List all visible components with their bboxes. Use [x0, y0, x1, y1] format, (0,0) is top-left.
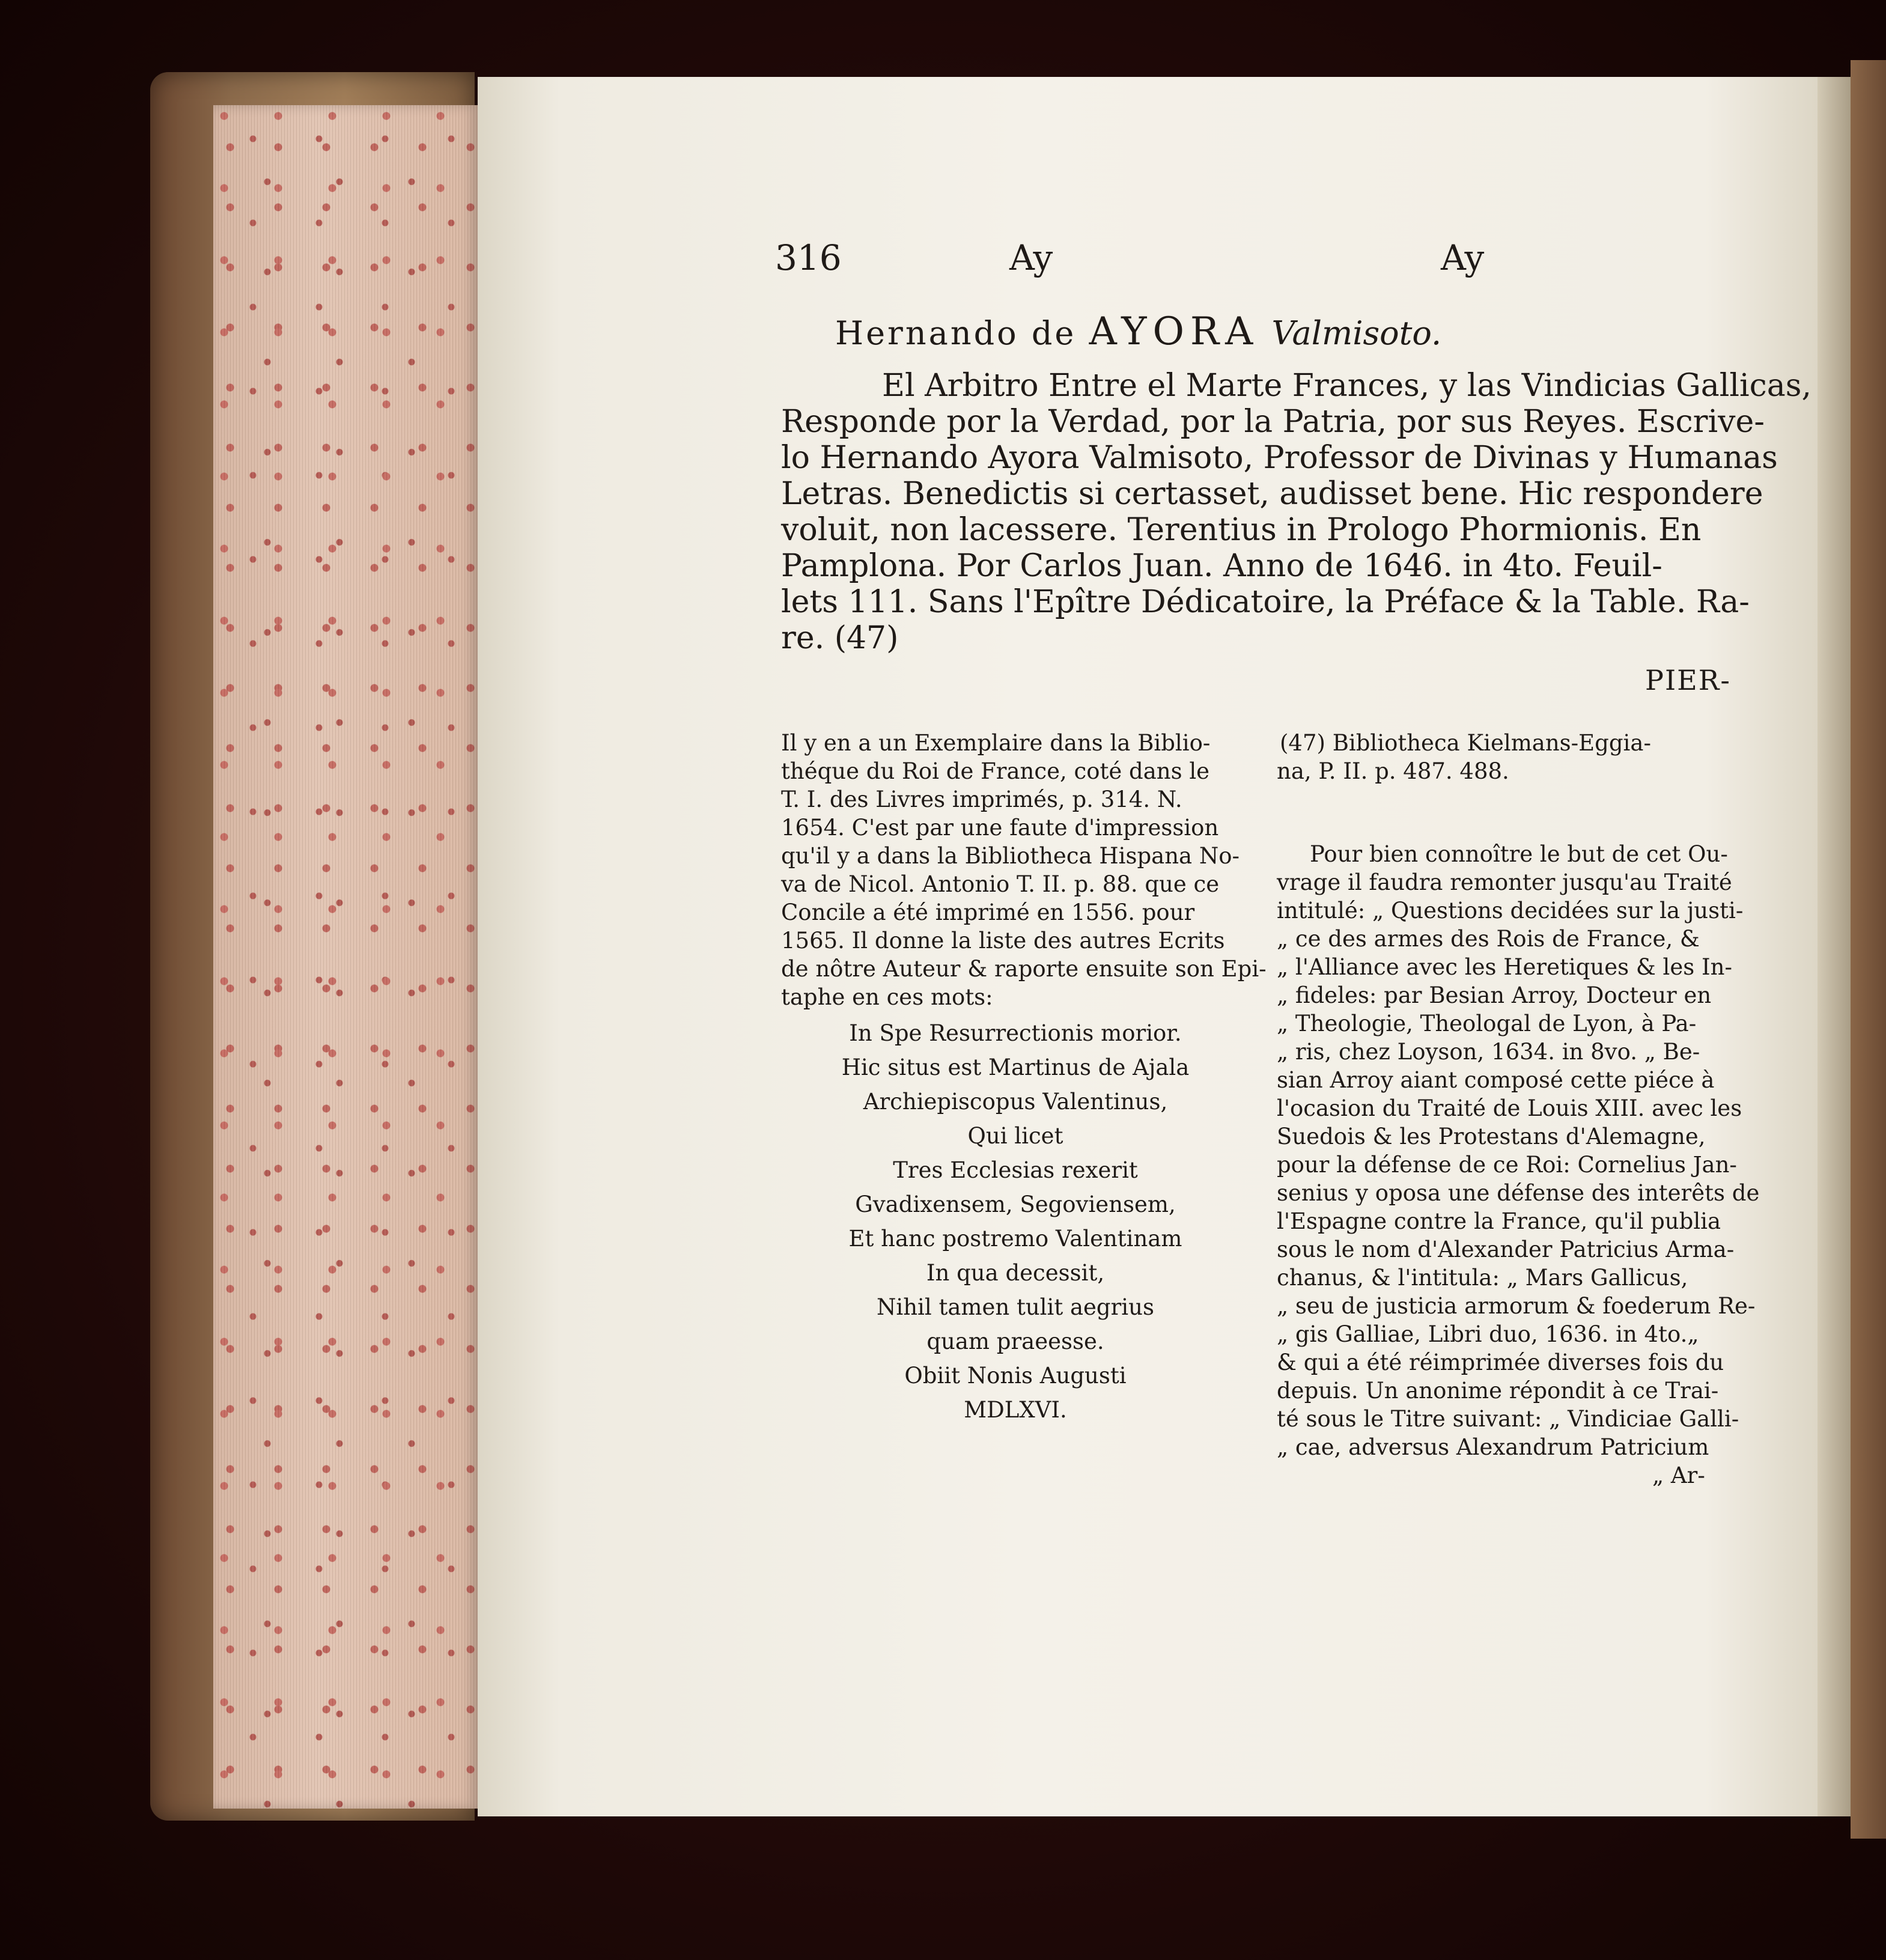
- epitaph-line: Qui licet: [967, 1123, 1063, 1149]
- right-note-line: chanus, & l'intitula: „ Mars Gallicus,: [1277, 1265, 1688, 1291]
- footnote-line: na, P. II. p. 487. 488.: [1277, 758, 1509, 784]
- left-note-line: taphe en ces mots:: [781, 984, 993, 1010]
- epitaph-line: In Spe Resurrectionis morior.: [849, 1020, 1182, 1046]
- page-gutter-shadow: [1818, 77, 1851, 1816]
- entry-title-first: Hernando de: [835, 314, 1077, 352]
- left-note-line: Il y en a un Exemplaire dans la Biblio-: [781, 730, 1211, 756]
- right-note-line: „ ce des armes des Rois de France, &: [1277, 926, 1700, 952]
- left-note-line: théque du Roi de France, coté dans le: [781, 758, 1210, 784]
- running-head-right: Ay: [1441, 237, 1485, 278]
- entry-line: re. (47): [781, 620, 899, 656]
- epitaph-line: Obiit Nonis Augusti: [904, 1363, 1127, 1389]
- running-head-left: Ay: [1009, 237, 1053, 278]
- entry-title: [835, 309, 1441, 354]
- entry-line: Letras. Benedictis si certasset, audisset bene. Hic respondere: [781, 476, 1763, 512]
- page-block-edge: [213, 105, 478, 1809]
- right-note-line: „ fideles: par Besian Arroy, Docteur en: [1277, 982, 1712, 1008]
- right-note-line: „ seu de justicia armorum & foederum Re-: [1277, 1293, 1756, 1319]
- right-note-line: intitulé: „ Questions decidées sur la justi-: [1277, 898, 1744, 924]
- right-note-line: „ Theologie, Theologal de Lyon, à Pa-: [1277, 1011, 1697, 1036]
- entry-line: lo Hernando Ayora Valmisoto, Professor de Divinas y Humanas: [781, 440, 1778, 476]
- right-note-line: pour la défense de ce Roi: Cornelius Jan-: [1277, 1152, 1737, 1178]
- right-note-line: senius y oposa une défense des interêts de: [1277, 1180, 1760, 1206]
- right-note-line: l'Espagne contre la France, qu'il publia: [1277, 1208, 1721, 1234]
- epitaph-line: quam praeesse.: [926, 1328, 1104, 1354]
- entry-line: Pamplona. Por Carlos Juan. Anno de 1646. in 4to. Feuil-: [781, 548, 1662, 584]
- right-note-line: „ cae, adversus Alexandrum Patricium: [1277, 1434, 1709, 1460]
- right-note-line: té sous le Titre suivant: „ Vindiciae Galli-: [1277, 1406, 1739, 1432]
- right-note-line: vrage il faudra remonter jusqu'au Traité: [1277, 869, 1732, 895]
- epitaph-line: MDLXVI.: [964, 1397, 1067, 1423]
- right-note-line: „ gis Galliae, Libri duo, 1636. in 4to.„: [1277, 1321, 1699, 1347]
- left-note-line: va de Nicol. Antonio T. II. p. 88. que ce: [781, 871, 1220, 897]
- footnote-line: (47) Bibliotheca Kielmans-Eggia-: [1280, 730, 1651, 756]
- entry-line: El Arbitro Entre el Marte Frances, y las Vindicias Gallicas,: [882, 368, 1812, 404]
- entry-line: Responde por la Verdad, por la Patria, por sus Reyes. Escrive-: [781, 404, 1765, 440]
- epitaph-line: In qua decessit,: [926, 1260, 1105, 1286]
- right-note-line: Suedois & les Protestans d'Alemagne,: [1277, 1124, 1706, 1149]
- right-note-line: Pour bien connoître le but de cet Ou-: [1310, 841, 1728, 867]
- epitaph-line: Nihil tamen tulit aegrius: [877, 1294, 1154, 1320]
- right-note-line: sous le nom d'Alexander Patricius Arma-: [1277, 1237, 1735, 1262]
- entry-line: voluit, non lacessere. Terentius in Prologo Phormionis. En: [781, 512, 1702, 548]
- left-note-line: 1565. Il donne la liste des autres Ecrits: [781, 928, 1225, 954]
- left-note-line: 1654. C'est par une faute d'impression: [781, 815, 1219, 841]
- left-note-line: T. I. des Livres imprimés, p. 314. N.: [781, 787, 1182, 812]
- epitaph-line: Archiepiscopus Valentinus,: [863, 1089, 1168, 1115]
- book-cover-right: [1851, 60, 1886, 1839]
- catchword: PIER-: [1645, 664, 1731, 696]
- epitaph-line: Tres Ecclesias rexerit: [893, 1157, 1138, 1183]
- epitaph-line: Gvadixensem, Segoviensem,: [855, 1192, 1176, 1217]
- entry-title-place: Valmisoto.: [1271, 314, 1442, 352]
- left-note-line: de nôtre Auteur & raporte ensuite son Epi-: [781, 956, 1267, 982]
- right-note-line: „ l'Alliance avec les Heretiques & les In-: [1277, 954, 1732, 980]
- entry-line: lets 111. Sans l'Epître Dédicatoire, la Préface & la Table. Ra-: [781, 584, 1750, 620]
- entry-title-surname: AYORA: [1089, 309, 1259, 354]
- right-note-catchword: „ Ar-: [1652, 1462, 1705, 1488]
- right-note-line: l'ocasion du Traité de Louis XIII. avec les: [1277, 1095, 1742, 1121]
- right-note-line: sian Arroy aiant composé cette piéce à: [1277, 1067, 1715, 1093]
- right-note-line: & qui a été réimprimée diverses fois du: [1277, 1350, 1724, 1375]
- epitaph-line: Hic situs est Martinus de Ajala: [841, 1055, 1190, 1080]
- page-number: 316: [775, 237, 842, 278]
- left-note-line: Concile a été imprimé en 1556. pour: [781, 899, 1195, 925]
- right-note-line: „ ris, chez Loyson, 1634. in 8vo. „ Be-: [1277, 1039, 1700, 1065]
- left-note-line: qu'il y a dans la Bibliotheca Hispana No-: [781, 843, 1240, 869]
- right-note-line: depuis. Un anonime répondit à ce Trai-: [1277, 1378, 1719, 1404]
- epitaph-line: Et hanc postremo Valentinam: [848, 1226, 1182, 1252]
